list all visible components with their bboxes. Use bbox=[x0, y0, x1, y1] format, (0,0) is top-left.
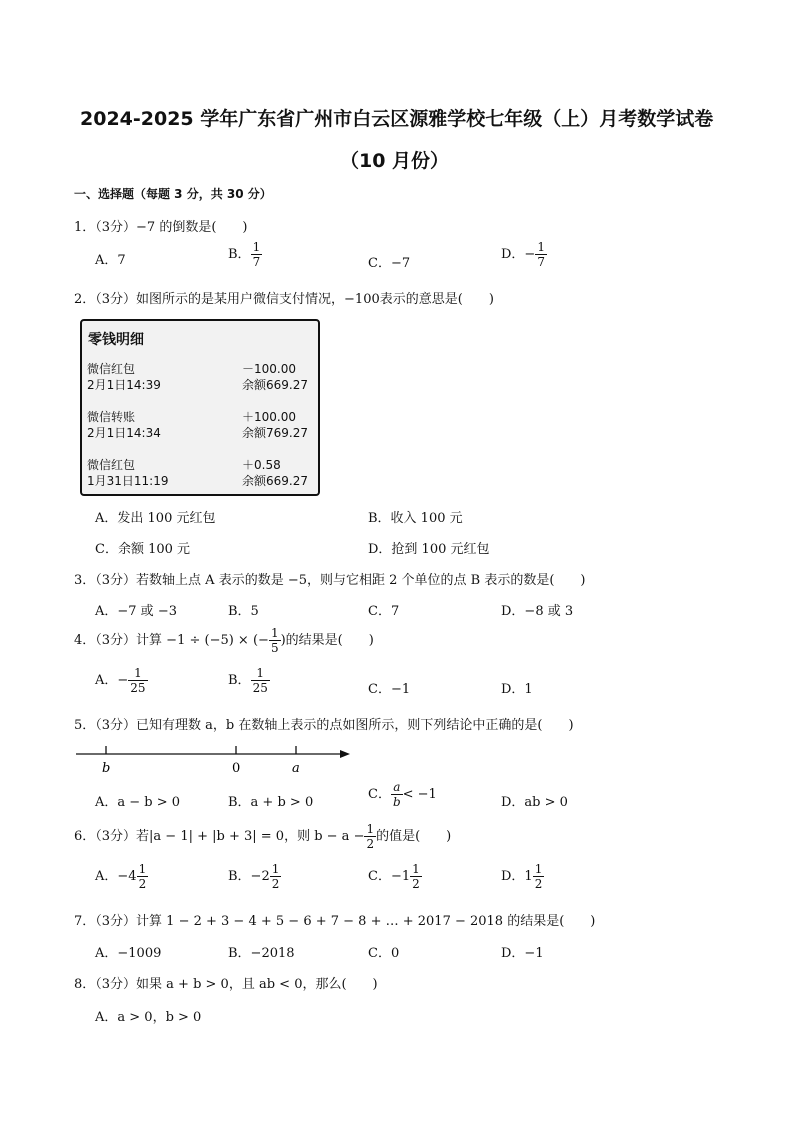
q4-option-d: D．1 bbox=[501, 682, 533, 697]
q1-option-b bbox=[228, 240, 262, 269]
wechat-row-3-balance: 余额669.27 bbox=[242, 474, 308, 488]
q6-c-fraction: $\frac{1}{2}$ bbox=[412, 862, 420, 891]
q4-stem-post: )的结果是( ) bbox=[280, 633, 374, 648]
wechat-wallet-detail-image bbox=[80, 319, 320, 496]
q2-option-d: D．抢到 100 元红包 bbox=[368, 542, 490, 557]
q6-b-fraction: $\frac{1}{2}$ bbox=[271, 862, 280, 891]
q4-b-fraction: $\frac{1}{25}$ bbox=[252, 666, 268, 695]
q6-option-b bbox=[228, 862, 281, 891]
wechat-row-2-balance: 余额769.27 bbox=[242, 426, 308, 440]
question-2-stem: 2．（3分）如图所示的是某用户微信支付情况，−100表示的意思是( ) bbox=[74, 292, 494, 307]
wechat-row-3-amount: ＋0.58 bbox=[242, 458, 281, 472]
q5-option-d: D．ab > 0 bbox=[501, 795, 568, 810]
axis-label-b: b bbox=[102, 761, 111, 776]
q7-option-d: D．−1 bbox=[501, 946, 544, 961]
q4-option-b bbox=[228, 666, 270, 695]
q7-option-c: C．0 bbox=[368, 946, 400, 961]
q3-option-d: D．−8 或 3 bbox=[501, 604, 574, 619]
q6-stem-fraction: $\frac{1}{2}$ bbox=[366, 822, 375, 851]
wechat-heading: 零钱明细 bbox=[88, 332, 144, 348]
q3-option-b: B．5 bbox=[228, 604, 259, 619]
wechat-row-1-balance: 余额669.27 bbox=[242, 378, 308, 392]
q1-b-fraction: $\frac{1}{7}$ bbox=[252, 240, 261, 269]
wechat-row-2-name: 微信转账 bbox=[87, 410, 136, 424]
q6-d-fraction: $\frac{1}{2}$ bbox=[534, 862, 543, 891]
q4-stem-fraction: $\frac{1}{5}$ bbox=[270, 626, 279, 655]
q8-option-a: A．a > 0，b > 0 bbox=[95, 1010, 202, 1025]
q6-a-whole: A．−4 bbox=[95, 869, 137, 884]
axis-label-a: a bbox=[292, 761, 300, 776]
q5-c-label: C． bbox=[368, 787, 391, 802]
q5-c-post: < −1 bbox=[402, 787, 437, 802]
q5-option-c bbox=[368, 780, 437, 809]
paper-subtitle: （10 月份） bbox=[340, 150, 450, 172]
q1-d-label: D．− bbox=[501, 247, 536, 262]
question-1-stem: 1．（3分）−7 的倒数是( ) bbox=[74, 220, 248, 235]
q7-option-a: A．−1009 bbox=[95, 946, 162, 961]
q4-a-fraction: $\frac{1}{25}$ bbox=[130, 666, 146, 695]
wechat-row-2-time: 2月1日14:34 bbox=[87, 426, 161, 440]
question-8-stem: 8．（3分）如果 a + b > 0，且 ab < 0，那么( ) bbox=[74, 977, 378, 992]
q1-option-d bbox=[501, 240, 547, 269]
q6-stem-post: 的值是( ) bbox=[376, 829, 452, 844]
q3-option-a: A．−7 或 −3 bbox=[95, 604, 177, 619]
q7-option-b: B．−2018 bbox=[228, 946, 295, 961]
q1-option-c: C．−7 bbox=[368, 256, 411, 271]
axis-label-0: 0 bbox=[232, 761, 241, 776]
wechat-row-3-name: 微信红包 bbox=[87, 458, 136, 472]
q4-option-a bbox=[95, 666, 148, 695]
q6-d-whole: D．1 bbox=[501, 869, 533, 884]
wechat-row-3-time: 1月31日11:19 bbox=[87, 474, 169, 488]
q2-option-b: B．收入 100 元 bbox=[368, 511, 463, 526]
paper-title: 2024-2025 学年广东省广州市白云区源雅学校七年级（上）月考数学试卷 bbox=[80, 108, 714, 130]
q2-option-a: A．发出 100 元红包 bbox=[95, 511, 216, 526]
q5-option-b: B．a + b > 0 bbox=[228, 795, 314, 810]
q4-stem-pre: 4．（3分）计算 −1 ÷ (−5) × (− bbox=[74, 633, 269, 648]
q1-b-label: B． bbox=[228, 247, 251, 262]
wechat-row-1-name: 微信红包 bbox=[87, 362, 136, 376]
question-6-stem bbox=[74, 822, 451, 851]
question-5-stem: 5．（3分）已知有理数 a，b 在数轴上表示的点如图所示，则下列结论中正确的是( ) bbox=[74, 718, 574, 733]
q6-option-c bbox=[368, 862, 422, 891]
q1-option-a: A．7 bbox=[95, 253, 126, 268]
wechat-row-1-amount: －100.00 bbox=[242, 362, 296, 376]
q4-b-label: B． bbox=[228, 673, 251, 688]
q6-c-whole: C．−1 bbox=[368, 869, 411, 884]
q5-c-fraction: $\frac{a}{b}$ bbox=[392, 780, 401, 809]
wechat-row-1-time: 2月1日14:39 bbox=[87, 378, 161, 392]
q4-option-c: C．−1 bbox=[368, 682, 411, 697]
q6-option-d bbox=[501, 862, 544, 891]
q4-a-label: A．− bbox=[95, 673, 129, 688]
q6-option-a bbox=[95, 862, 148, 891]
q1-d-fraction: $\frac{1}{7}$ bbox=[537, 240, 545, 269]
q5-option-a: A．a − b > 0 bbox=[95, 795, 181, 810]
q6-b-whole: B．−2 bbox=[228, 869, 270, 884]
question-3-stem: 3．（3分）若数轴上点 A 表示的数是 −5，则与它相距 2 个单位的点 B 表示的数是( ) bbox=[74, 573, 586, 588]
question-7-stem: 7．（3分）计算 1 − 2 + 3 − 4 + 5 − 6 + 7 − 8 + … + 2017 − 2018 的结果是( ) bbox=[74, 914, 596, 929]
q3-option-c: C．7 bbox=[368, 604, 400, 619]
section-heading: 一、选择题（每题 3 分，共 30 分） bbox=[74, 187, 272, 201]
number-line-figure bbox=[74, 742, 354, 776]
wechat-row-2-amount: ＋100.00 bbox=[242, 410, 296, 424]
q6-stem-pre: 6．（3分）若|a − 1| + |b + 3| = 0，则 b − a − bbox=[74, 829, 365, 844]
q6-a-fraction: $\frac{1}{2}$ bbox=[138, 862, 147, 891]
q2-option-c: C．余额 100 元 bbox=[95, 542, 191, 557]
question-4-stem bbox=[74, 626, 374, 655]
